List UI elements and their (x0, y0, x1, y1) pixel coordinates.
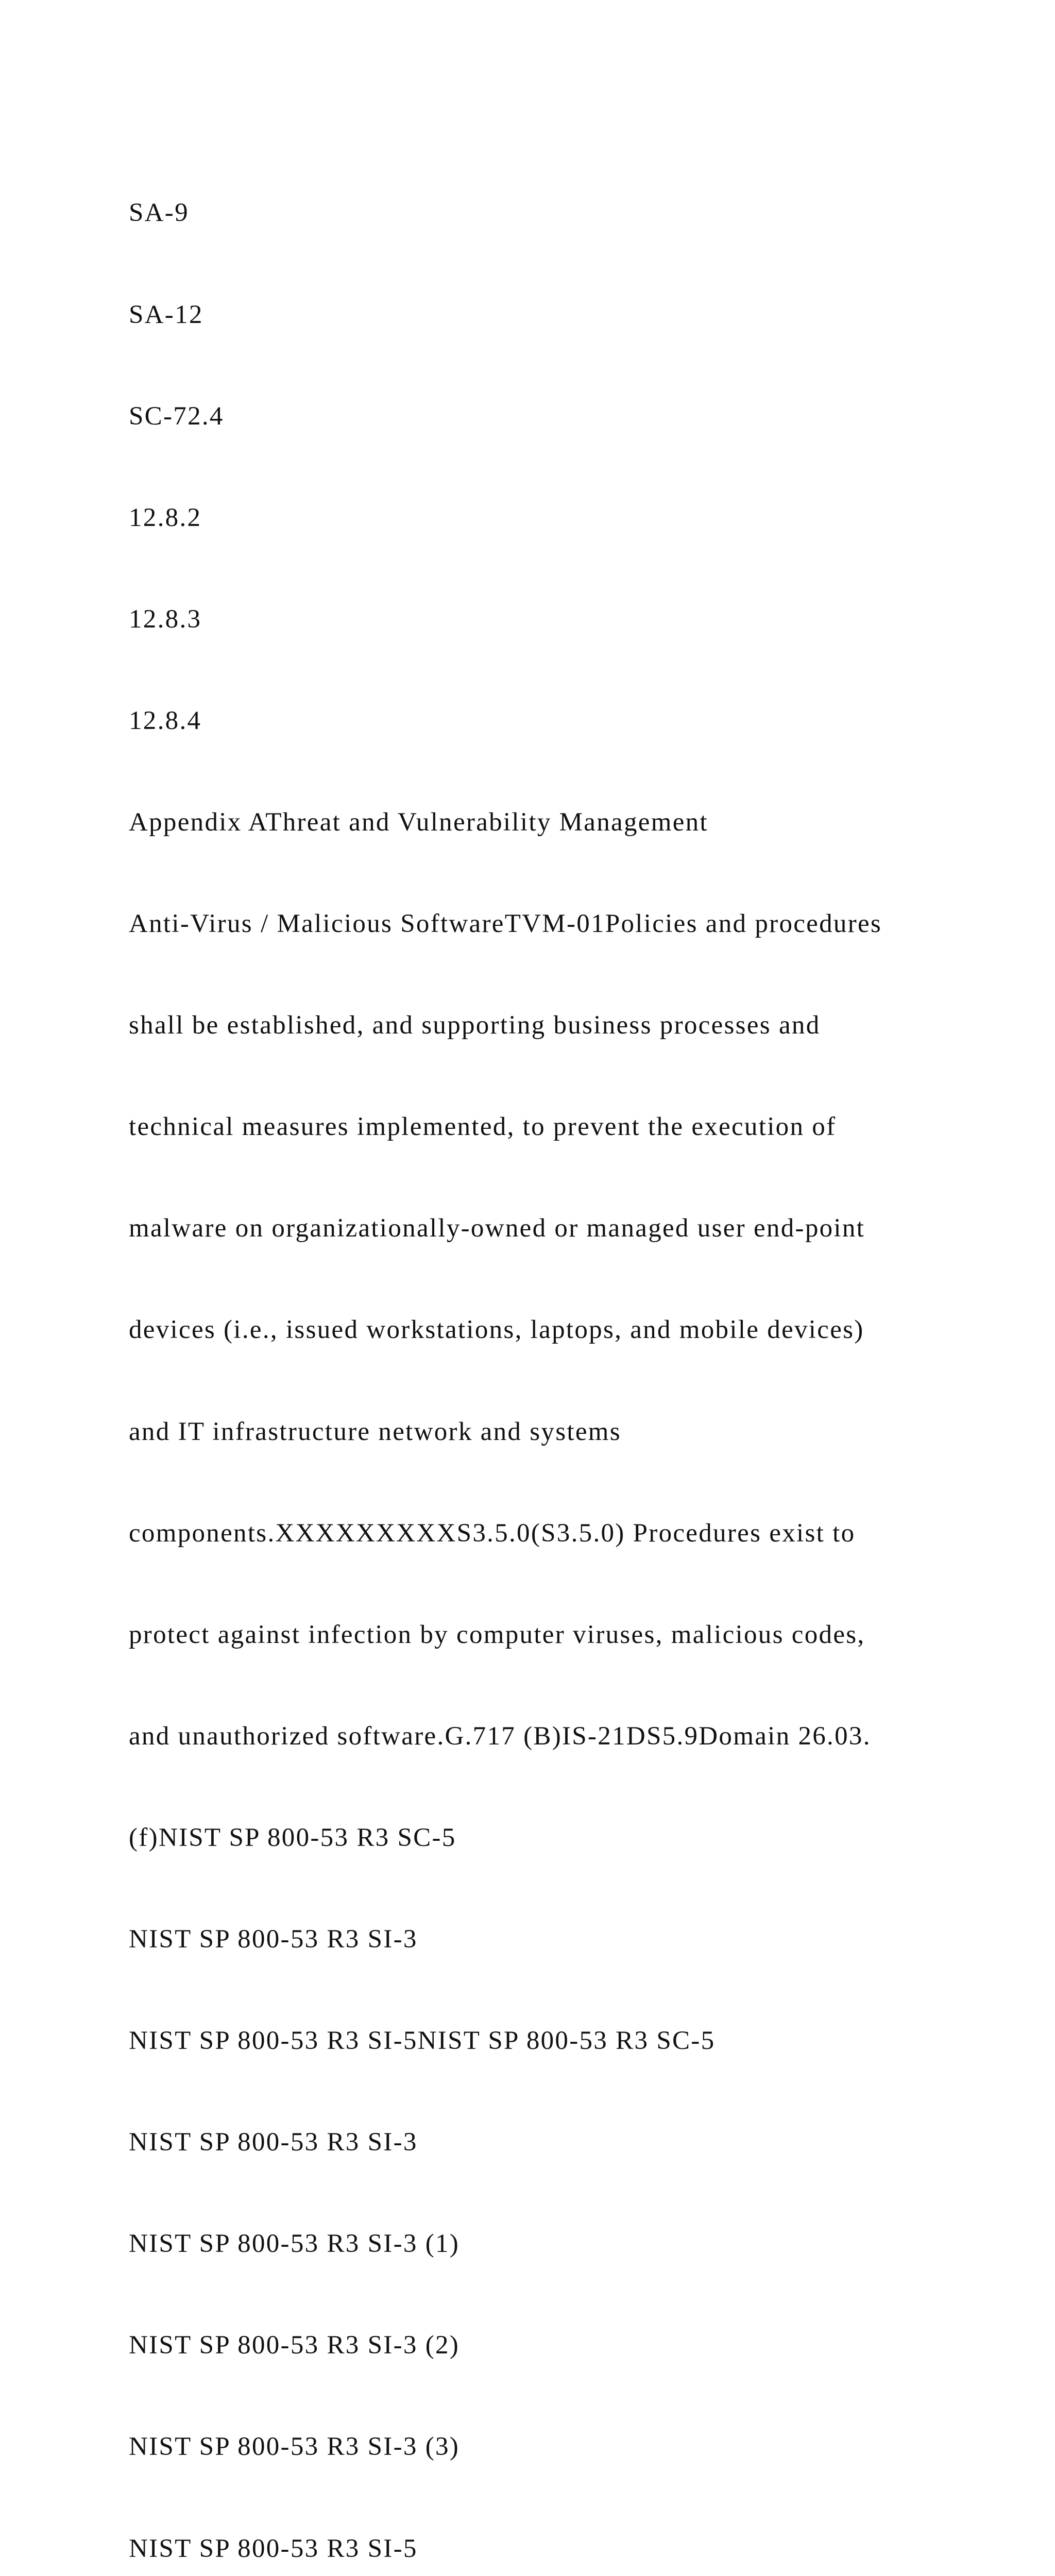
text-line: Anti-Virus / Malicious SoftwareTVM-01Policies and procedures (129, 909, 882, 939)
text-line: 12.8.2 (129, 503, 202, 532)
text-line: SC-72.4 (129, 401, 224, 431)
document-body (129, 129, 953, 2576)
text-line: malware on organizationally-owned or managed user end-point (129, 1214, 865, 1243)
text-line: NIST SP 800-53 R3 SI-5NIST SP 800-53 R3 SC-5 (129, 2026, 716, 2056)
text-line: SA-9 (129, 198, 189, 228)
text-line: NIST SP 800-53 R3 SI-3 (129, 2128, 418, 2157)
text-line: NIST SP 800-53 R3 SI-3 (3) (129, 2432, 460, 2462)
text-line: NIST SP 800-53 R3 SI-5 (129, 2534, 418, 2563)
text-line: devices (i.e., issued workstations, laptops, and mobile devices) (129, 1315, 864, 1345)
text-line: 12.8.4 (129, 706, 202, 735)
text-line: technical measures implemented, to prevent the execution of (129, 1112, 837, 1142)
text-line: NIST SP 800-53 R3 SI-3 (1) (129, 2229, 460, 2259)
text-line: NIST SP 800-53 R3 SI-3 (129, 1925, 418, 1954)
text-line: and unauthorized software.G.717 (B)IS-21DS5.9Domain 26.03. (129, 1721, 871, 1751)
text-line: (f)NIST SP 800-53 R3 SC-5 (129, 1823, 456, 1852)
text-line: NIST SP 800-53 R3 SI-3 (2) (129, 2331, 460, 2360)
text-line: and IT infrastructure network and systems (129, 1417, 621, 1446)
text-line: Appendix AThreat and Vulnerability Management (129, 807, 708, 837)
text-line: 12.8.3 (129, 604, 202, 634)
text-line: shall be established, and supporting business processes and (129, 1011, 821, 1040)
text-line: protect against infection by computer viruses, malicious codes, (129, 1620, 865, 1649)
text-line: SA-12 (129, 300, 203, 329)
text-line: components.XXXXXXXXXS3.5.0(S3.5.0) Procedures exist to (129, 1518, 856, 1548)
